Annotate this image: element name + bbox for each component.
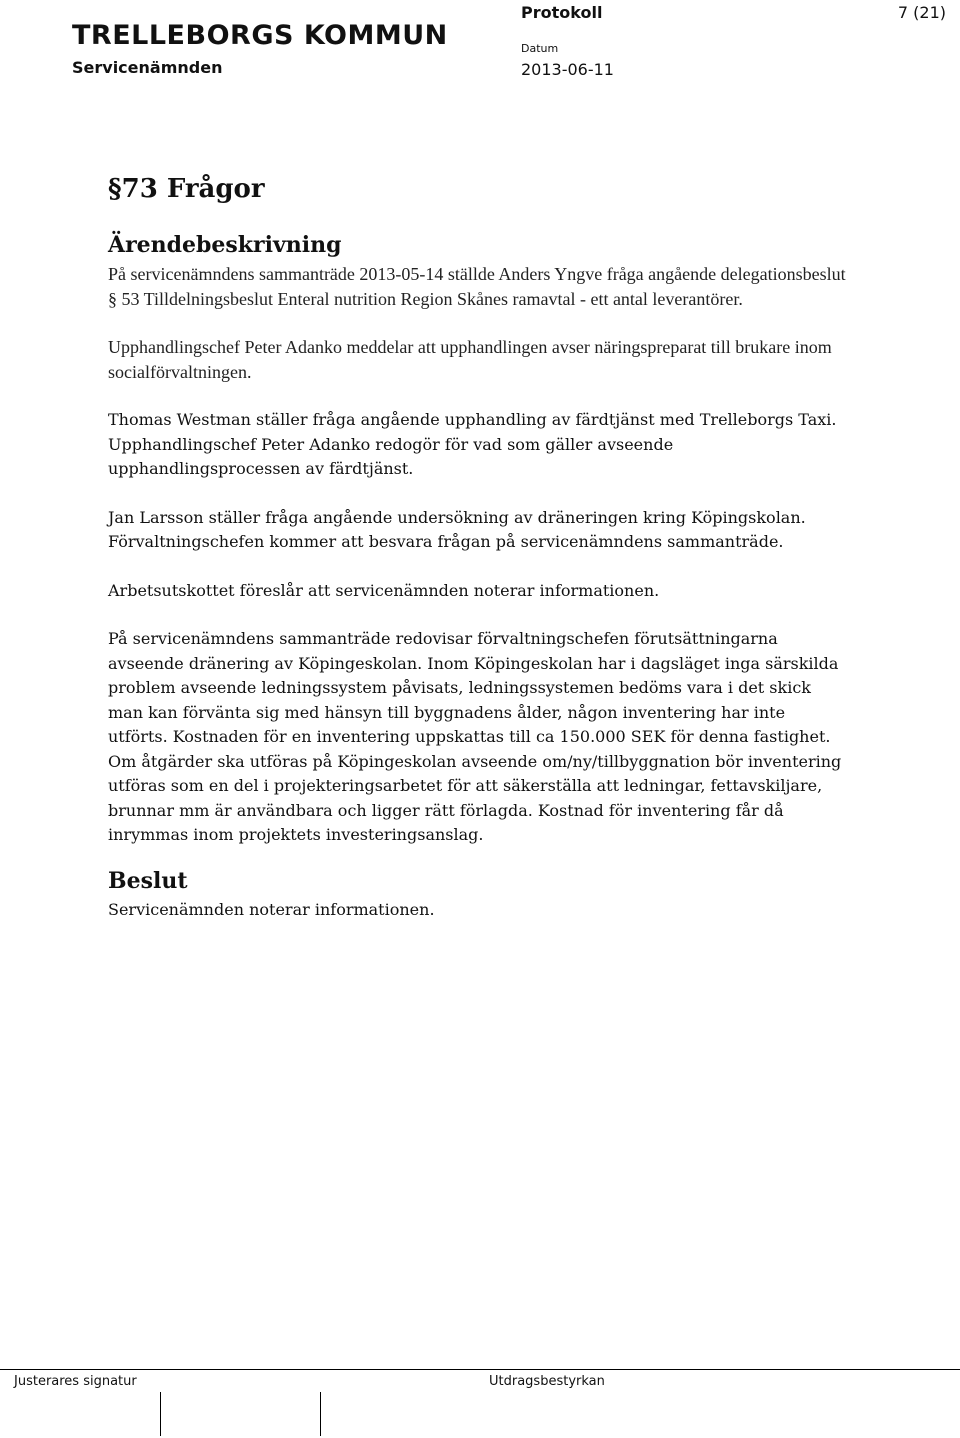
decision-heading: Beslut	[108, 867, 188, 894]
signature-box-divider	[320, 1392, 321, 1436]
page-number: 7 (21)	[897, 3, 946, 22]
paragraph: Arbetsutskottet föreslår att servicenämnden noterar informationen.	[108, 580, 660, 600]
paragraph: På servicenämndens sammanträde redovisar förvaltningschefen förutsättningarna avseende dränering av Köpingeskolan. Inom Köpingeskolan har i dagsläget inga särskilda problem avseende ledningssystem påvisats, ledningssystemen bedöms vara i det skick man kan förvänta sig med hänsyn till byggnadens ålder, någon inventering har inte utförts. Kostnaden för en inventering uppskattas till ca 150.000 SEK för denna fastighet. Om åtgärder ska utföras på Köpingeskolan avseende om/ny/tillbyggnation bör inventering utföras som en del i projekteringsarbetet för att säkerställa att ledningar, fettavskiljare, brunnar mm är användbara och ligger rätt förlagda. Kostnad för inventering får då inrymmas inom projektets investeringsanslag.	[108, 629, 842, 844]
paragraph: På servicenämndens sammanträde 2013-05-14 ställde Anders Yngve fråga angående delegationsbeslut § 53 Tilldelningsbeslut Enteral nutrition Region Skånes ramavtal - ett antal leverantörer.	[108, 264, 846, 309]
section-body	[108, 232, 848, 946]
section-title: §73 Frågor	[108, 174, 265, 204]
paragraph: Jan Larsson ställer fråga angående undersökning av dräneringen kring Köpingskolan. Förvaltningschefen kommer att besvara frågan på servicenämndens sammanträde.	[108, 507, 806, 551]
paragraph: Thomas Westman ställer fråga angående upphandling av färdtjänst med Trelleborgs Taxi. Upphandlingschef Peter Adanko redogör för vad som gäller avseende upphandlingsprocessen av färdtjänst.	[108, 410, 837, 478]
footer-divider	[0, 1369, 960, 1370]
signature-label: Justerares signatur	[14, 1374, 137, 1389]
document-type: Protokoll	[521, 3, 603, 22]
organization-name: TRELLEBORGS KOMMUN	[72, 20, 448, 51]
case-description-heading: Ärendebeskrivning	[108, 232, 342, 258]
paragraph: Upphandlingschef Peter Adanko meddelar att upphandlingen avser näringspreparat till brukare inom socialförvaltningen.	[108, 337, 832, 382]
date-label: Datum	[521, 42, 559, 55]
signature-box-divider	[160, 1392, 161, 1436]
date-value: 2013-06-11	[521, 60, 614, 79]
department-name: Servicenämnden	[72, 58, 223, 77]
extract-label: Utdragsbestyrkan	[489, 1374, 605, 1389]
decision-text: Servicenämnden noterar informationen.	[108, 899, 435, 919]
